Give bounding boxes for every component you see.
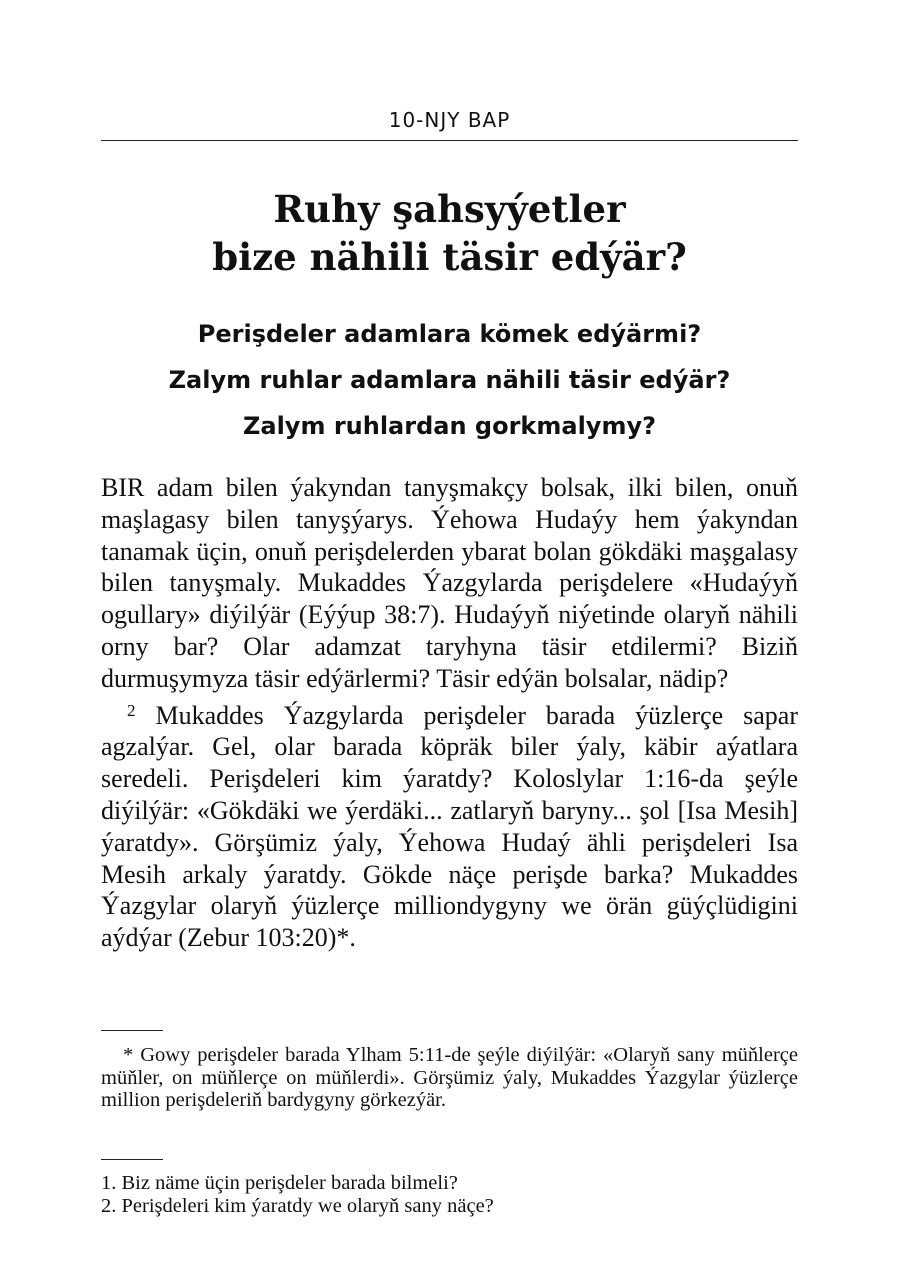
paragraph-1 — [101, 472, 798, 695]
review-question-2: 2. Perişdeleri kim ýaratdy we olaryň sany näçe? — [101, 1194, 494, 1217]
footnote: * Gowy perişdeler barada Ylham 5:11-de şeýle diýilýär: «Olaryň sany müňlerçe müňler, on müňlerçe on müňlerdi». Görşümiz ýaly, Mukaddes Ýazgylar ýüzlerçe million perişdeleriň bardygyny görkezýär. — [101, 1044, 798, 1111]
key-questions — [101, 311, 798, 449]
footnote-rule — [101, 1030, 163, 1031]
review-rule — [101, 1159, 163, 1160]
key-question-2: Zalym ruhlar adamlara nähili täsir edýär? — [168, 366, 731, 394]
paragraph-2-text: Mukaddes Ýazgylarda perişdeler barada ýüzlerçe sapar agzalýar. Gel, olar barada köpräk biler ýaly, käbir aýatlara seredeli. Perişdeleri kim ýaratdy? Koloslylar 1:16-da şeýle diýilýär: «Gökdäki we ýerdäki... zatlaryň baryny... şol [Isa Mesih] ýaratdy». Görşümiz ýaly, Ýehowa Hudaý ähli perişdeleri Isa Mesih arkaly ýaratdy. Gökde näçe perişde barka? Mukaddes Ýazgylar olaryň ýüzlerçe milliondygyny we örän güýçlüdigini aýdýar (Zebur 103:20)*. — [101, 700, 798, 953]
title-line-2: bize nähili täsir edýär? — [212, 235, 687, 279]
chapter-heading: 10-NJY BAP — [388, 108, 511, 132]
body-text — [101, 472, 798, 954]
title-line-1: Ruhy şahsyýetler — [273, 187, 626, 231]
page-title — [101, 185, 798, 281]
key-question-1: Perişdeler adamlara kömek edýärmi? — [197, 320, 702, 348]
review-questions — [101, 1172, 798, 1217]
review-question-1: 1. Biz näme üçin perişdeler barada bilmeli? — [101, 1172, 458, 1194]
paragraph-1-text: BIR adam bilen ýakyndan tanyşmakçy bolsak, ilki bilen, onuň maşlagasy bilen tanyşýarys. Ýehowa Hudaýy hem ýakyndan tanamak üçin, onuň perişdelerden ybarat bolan gökdäki maşgalasy bilen tanyşmaly. Mukaddes Ýazgylarda perişdelere «Hudaýyň ogullary» diýilýär (Eýýup 38:7). Hudaýyň niýetinde olaryň nähili orny bar? Olar adamzat taryhyna täsir etdilermi? Biziň durmuşymyza täsir edýärlermi? Täsir edýän bolsalar, nädip? — [101, 473, 798, 693]
header-rule — [101, 140, 798, 141]
key-question-3: Zalym ruhlardan gorkmalymy? — [242, 412, 657, 440]
paragraph-2 — [101, 695, 798, 954]
paragraph-number: 2 — [127, 700, 136, 720]
